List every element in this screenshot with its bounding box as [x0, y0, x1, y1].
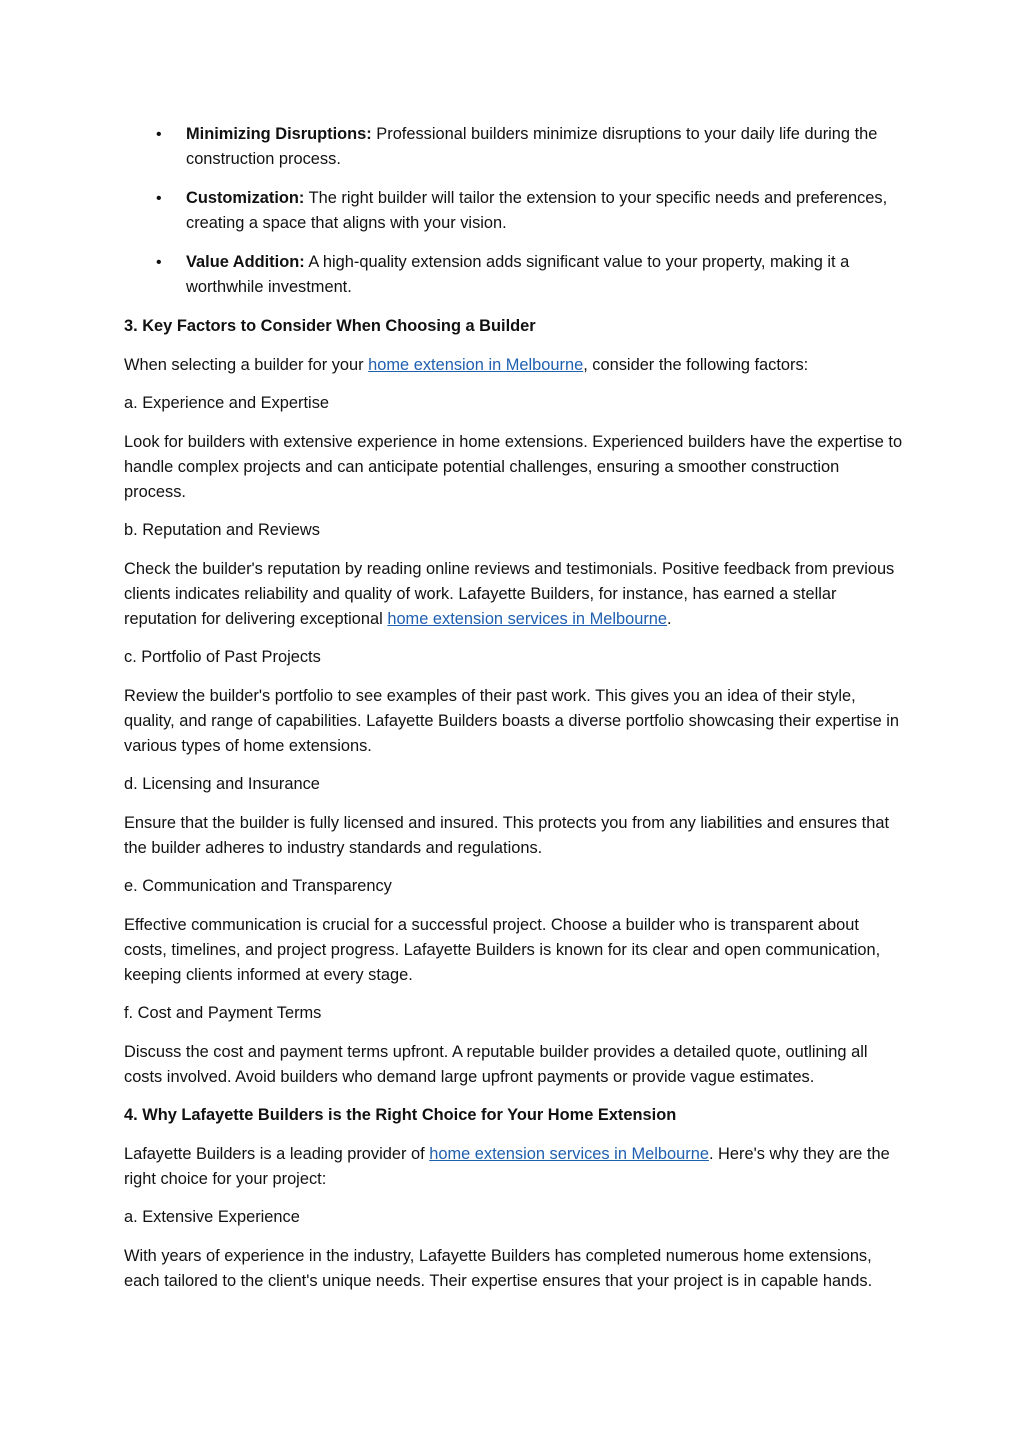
home-extension-link[interactable]: home extension in Melbourne: [368, 355, 584, 374]
subsection-e-title: e. Communication and Transparency: [124, 877, 392, 895]
section-4-intro: [124, 1142, 904, 1192]
benefits-list: [124, 122, 904, 300]
section-4-heading: 4. Why Lafayette Builders is the Right Choice for Your Home Extension: [124, 1106, 677, 1124]
bullet-icon: •: [156, 190, 162, 207]
bullet-text: A high-quality extension adds significant value to your property, making it a worthwhile investment.: [186, 253, 850, 296]
subsection-c-title: c. Portfolio of Past Projects: [124, 648, 321, 666]
list-item: [124, 250, 904, 300]
subsection-d-body: Ensure that the builder is fully licensed and insured. This protects you from any liabilities and ensures that the builder adheres to industry standards and regulations.: [124, 813, 890, 857]
home-extension-services-link[interactable]: home extension services in Melbourne: [387, 609, 668, 628]
list-item: [124, 122, 904, 172]
section-4-subsection-a-body: With years of experience in the industry, Lafayette Builders has completed numerous home extensions, each tailored to the client's unique needs. Their expertise ensures that your project is in capable hands.: [124, 1246, 873, 1290]
intro-text: When selecting a builder for your: [124, 355, 369, 374]
subsection-d-title: d. Licensing and Insurance: [124, 775, 320, 793]
body-text: Check the builder's reputation by reading online reviews and testimonials. Positive feedback from previous clients indicates reliability and quality of work. Lafayette Builders, for instance, has earned a stellar reputation for delivering exceptional: [124, 559, 895, 628]
body-text-end: .: [667, 609, 672, 628]
subsection-f-body: Discuss the cost and payment terms upfront. A reputable builder provides a detailed quote, outlining all costs involved. Avoid builders who demand large upfront payments or provide vague estimates.: [124, 1042, 868, 1086]
intro-text: Lafayette Builders is a leading provider of: [124, 1144, 430, 1163]
bullet-icon: •: [156, 254, 162, 271]
list-item: [124, 186, 904, 236]
section-3-intro: [124, 353, 904, 378]
subsection-f-title: f. Cost and Payment Terms: [124, 1004, 322, 1022]
subsection-a-body: Look for builders with extensive experience in home extensions. Experienced builders have the expertise to handle complex projects and can anticipate potential challenges, ensuring a smoother construction process.: [124, 432, 903, 501]
intro-text-end: , consider the following factors:: [583, 355, 809, 374]
section-4-subsection-a-title: a. Extensive Experience: [124, 1208, 300, 1226]
bullet-icon: •: [156, 126, 162, 143]
subsection-b-body: [124, 557, 904, 632]
subsection-b-title: b. Reputation and Reviews: [124, 521, 320, 539]
bullet-term: Value Addition:: [186, 253, 305, 271]
intro-text-end: . Here's why they are the right choice for your project:: [124, 1144, 890, 1188]
bullet-text: Professional builders minimize disruptions to your daily life during the construction process.: [186, 125, 878, 168]
subsection-e-body: Effective communication is crucial for a successful project. Choose a builder who is transparent about costs, timelines, and project progress. Lafayette Builders is known for its clear and open communication, keeping clients informed at every stage.: [124, 915, 881, 984]
subsection-c-body: Review the builder's portfolio to see examples of their past work. This gives you an idea of their style, quality, and range of capabilities. Lafayette Builders boasts a diverse portfolio showcasing their expertise in various types of home extensions.: [124, 686, 900, 755]
home-extension-services-link[interactable]: home extension services in Melbourne: [429, 1144, 709, 1163]
bullet-term: Customization:: [186, 189, 305, 207]
section-3-heading: 3. Key Factors to Consider When Choosing a Builder: [124, 317, 536, 335]
bullet-term: Minimizing Disruptions:: [186, 125, 372, 143]
bullet-text: The right builder will tailor the extension to your specific needs and preferences, creating a space that aligns with your vision.: [186, 189, 888, 232]
subsection-a-title: a. Experience and Expertise: [124, 394, 330, 412]
